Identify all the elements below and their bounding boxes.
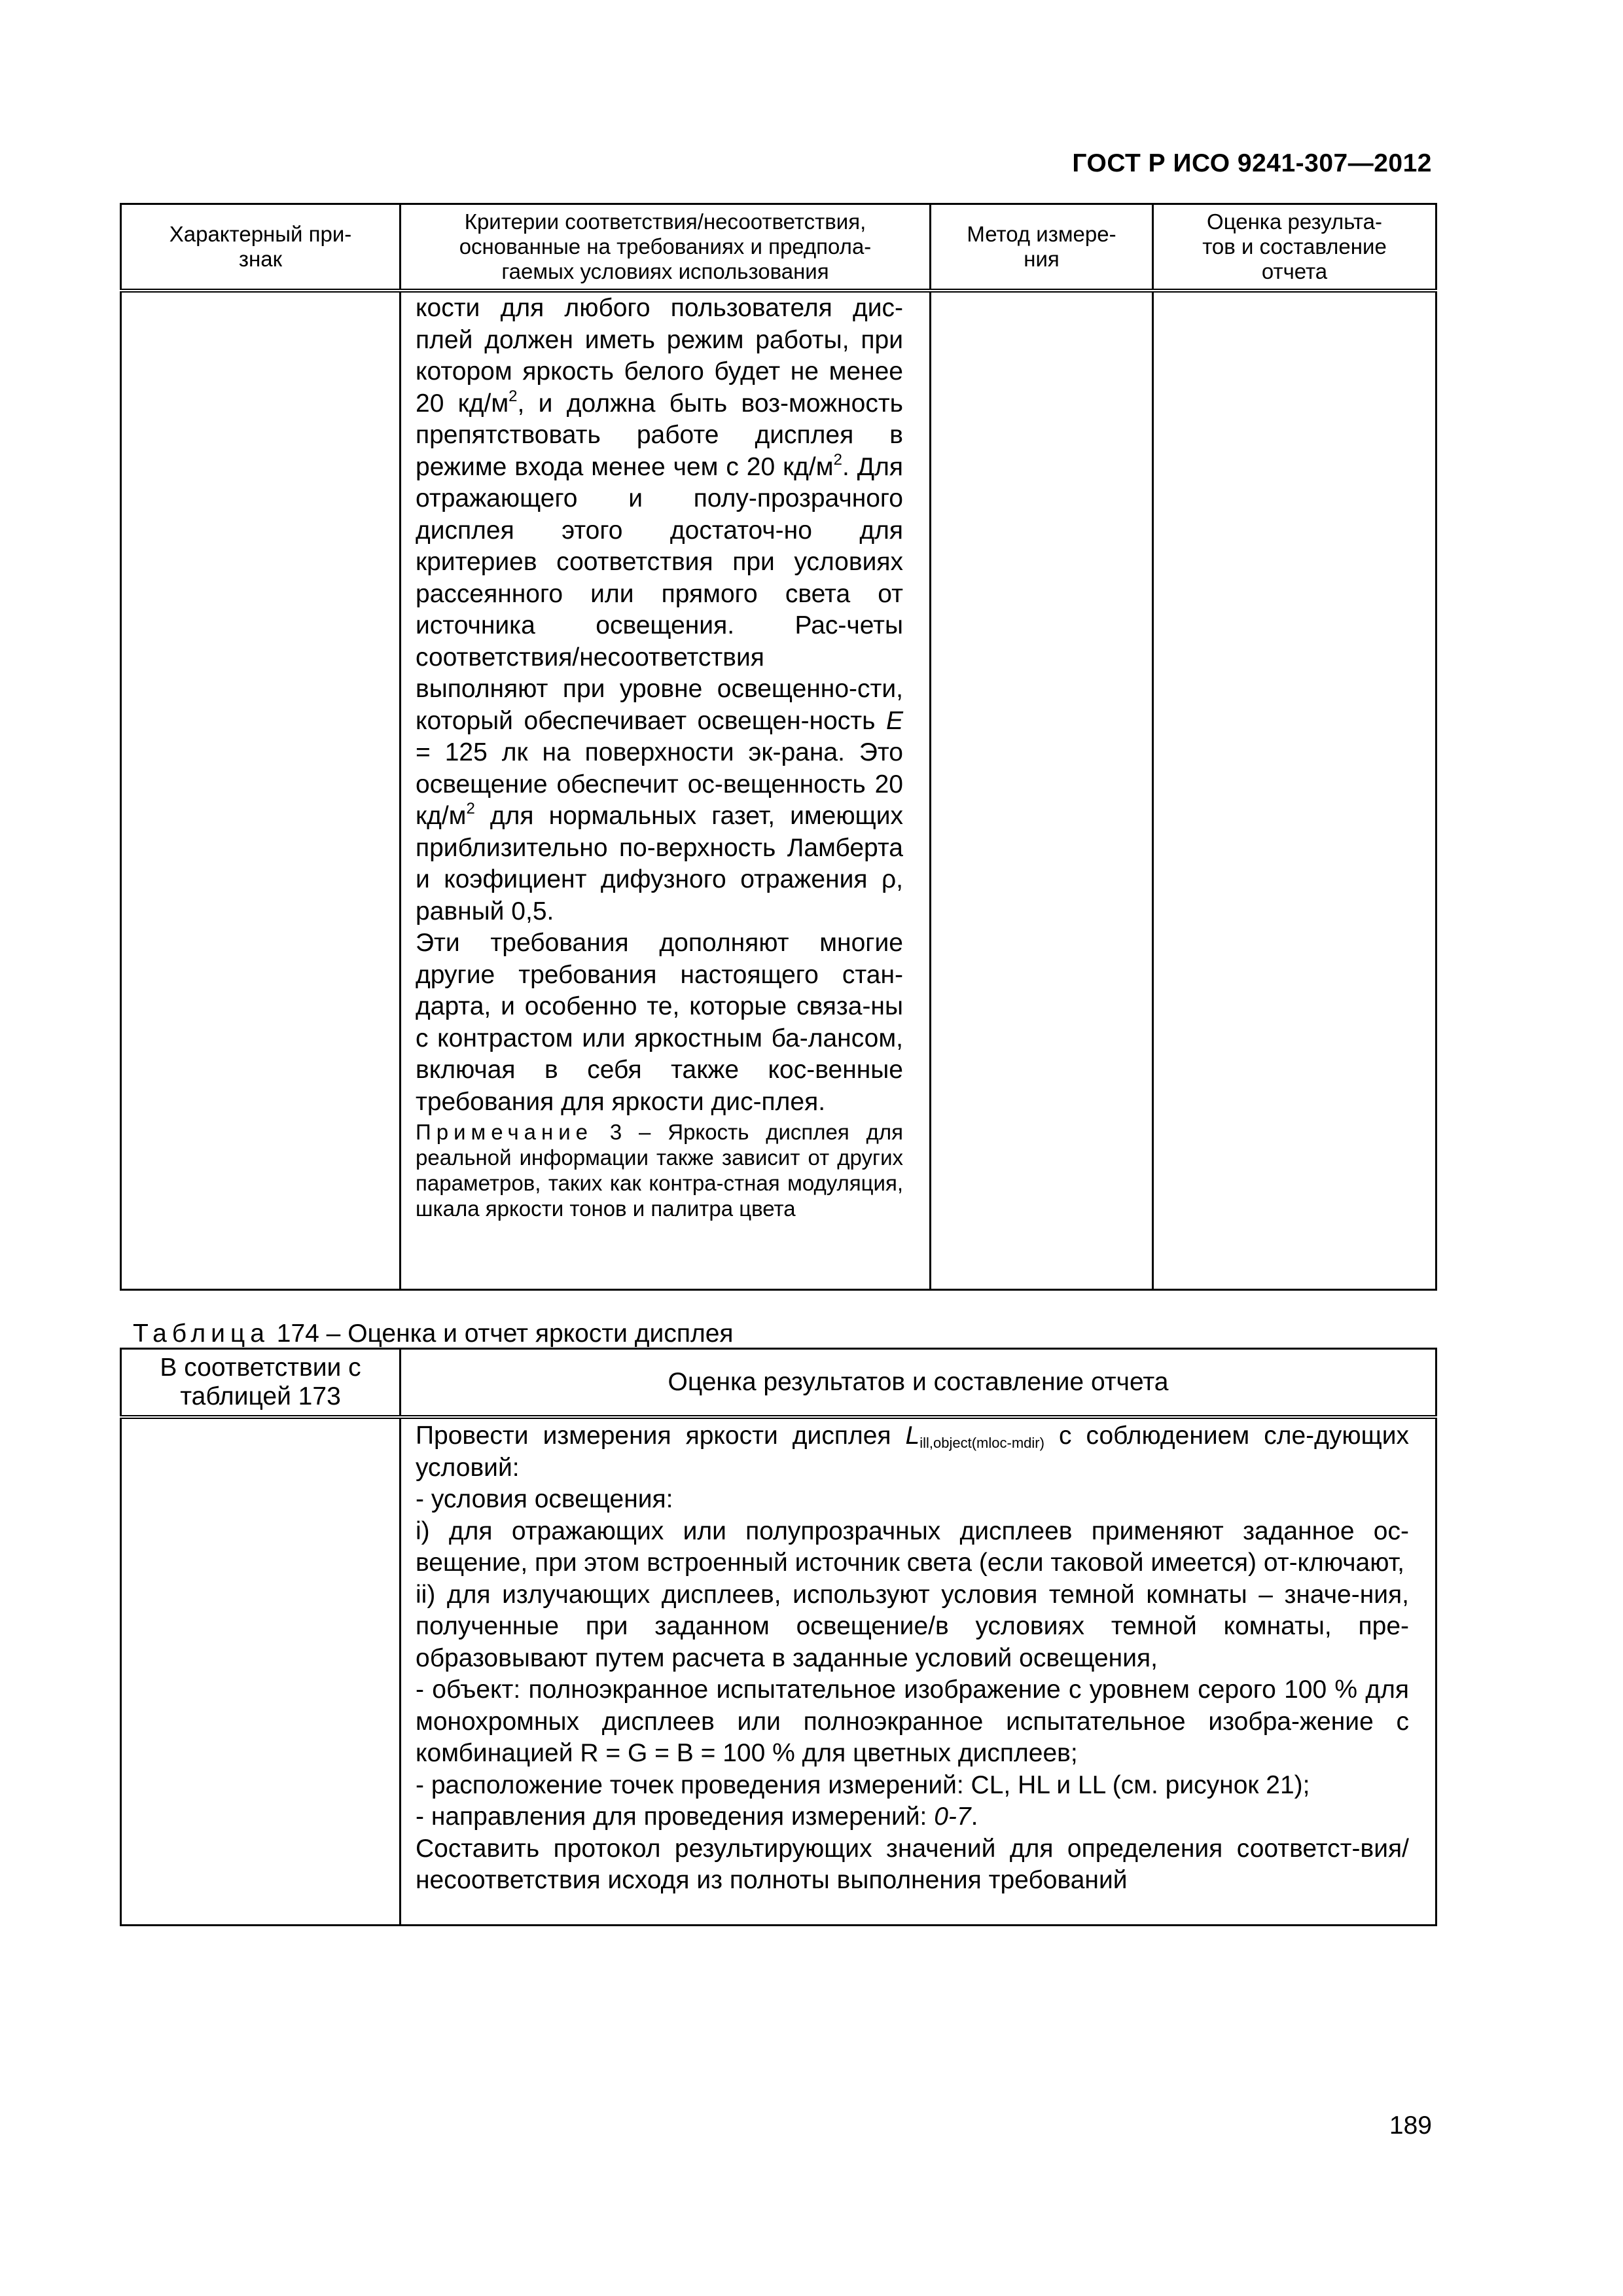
column-header-evaluation: Оценка результатов и составление отчета [401,1349,1436,1418]
criteria-table-header-row [121,204,1436,291]
evaluation-table-header-row [121,1349,1436,1418]
eval-line: - условия освещения: [416,1485,673,1513]
criteria-paragraph: кости для любого пользователя дис-плей должен иметь режим работы, при котором яркость белого будет не менее 20 $кд/м^2$, и должна быть воз-можность препятствовать работе дисплея в режиме входа менее чем с 20 $кд/м^2$. Для отражающего и полу-прозрачного дисплея этого достаточ-но для критериев соответствия при условиях рассеянного или прямого света от источника освещения. Рас-четы соответствия/несоответствия выполняют при уровне освещенно-сти, который обеспечивает освещен-ность E = 125 лк на поверхности эк-рана. Это освещение обеспечит ос-вещенность 20 $кд/м^2$ для нормальных газет, имеющих приблизительно по-верхность Ламберта и коэфициент дифузного отражения ρ, равный 0,5. [416,294,904,925]
criteria-note: Примечание 3 – Яркость дисплея для реальной информации также зависит от других параметров, таких как контра-стная модуляция, шкала яркости тонов и палитра цвета [416,1120,903,1221]
table-row [121,1417,1436,1926]
column-header-method: Метод измере- ния [931,204,1153,291]
table-caption: Таблица 174 – Оценка и отчет яркости дисплея [133,1319,734,1348]
assessment-cell [1153,291,1436,1290]
eval-line: - направления для проведения измерений: 0-7. [416,1803,978,1831]
eval-line: i) для отражающих или полупрозрачных дисплеев применяют заданное ос-вещение, при этом встроенный источник света (если таковой имеется) от-ключают, [416,1516,1409,1577]
evaluation-cell [401,1417,1436,1926]
evaluation-table [120,1348,1437,1926]
column-header-criteria: Критерии соответствия/несоответствия, основанные на требованиях и предпола- гаемых условиях использования [401,204,931,291]
eval-line: - расположение точек проведения измерений: CL, HL и LL (см. рисунок 21); [416,1770,1310,1799]
column-header-assessment: Оценка результа- тов и составление отчета [1153,204,1436,291]
column-header-feature: Характерный при- знак [121,204,401,291]
eval-line: Провести измерения яркости дисплея $L_{ill,object(mloc-mdir)}$ с соблюдением сле-дующих условий: [416,1422,1409,1482]
page-number: 189 [1389,2111,1432,2140]
reference-cell [121,1417,401,1926]
note-label: Примечание [416,1120,594,1144]
method-cell [931,291,1153,1290]
criteria-cell [401,291,931,1290]
table-row [121,291,1436,1290]
eval-line: Составить протокол результирующих значений для определения соответст-вия/несоответствия исходя из полноты выполнения требований [416,1834,1409,1894]
criteria-paragraph-2: Эти требования дополняют многие другие требования настоящего стан-дарта, и особенно те, которые связа-ны с контрастом или яркостным ба-лансом, включая в себя также кос-венные требования для яркости дис-плея. [416,929,903,1116]
document-code-header: ГОСТ Р ИСО 9241-307—2012 [1072,149,1432,177]
eval-line: ii) для излучающих дисплеев, используют условия темной комнаты – значе-ния, полученные при заданном освещение/в условиях темной комнаты, пре-образовывают путем расчета в заданные условий освещения, [416,1580,1409,1672]
feature-cell [121,291,401,1290]
column-header-reference: В соответствии с таблицей 173 [121,1349,401,1418]
criteria-table [120,203,1437,1291]
eval-line: - объект: полноэкранное испытательное изображение с уровнем серого 100 % для монохромных дисплеев или полноэкранное испытательное изобра-жение с комбинацией R = G = B = 100 % для цветных дисплеев; [416,1676,1409,1767]
